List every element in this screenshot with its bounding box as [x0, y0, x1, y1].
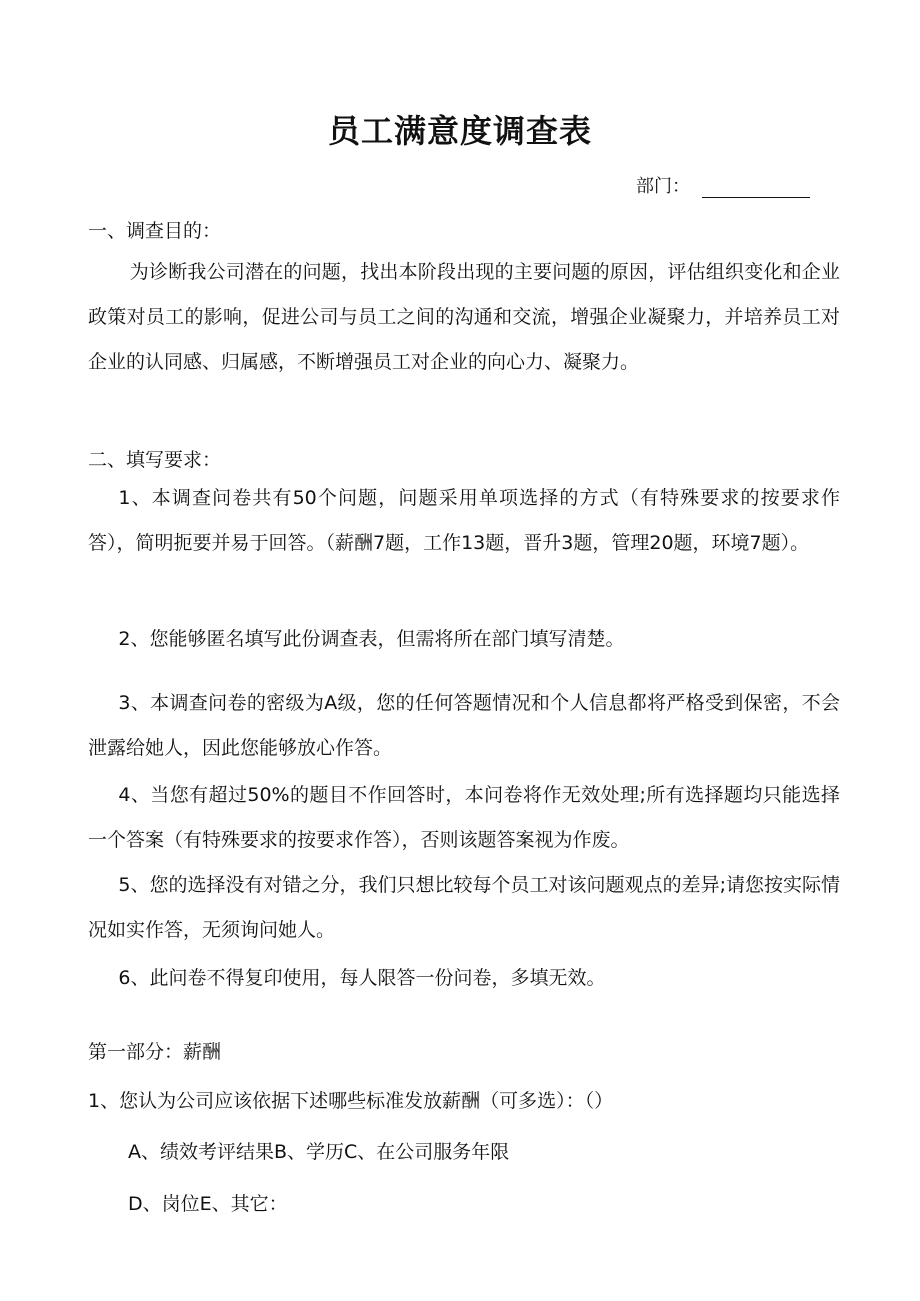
requirement-item-4: 4、当您有超过50%的题目不作回答时，本问卷将作无效处理;所有选择题均只能选择一个答案（有特殊要求的按要求作答），否则该题答案视为作废。: [88, 784, 840, 851]
department-blank-line[interactable]: [702, 177, 810, 198]
requirement-item-3: 3、本调查问卷的密级为A级，您的任何答题情况和个人信息都将严格受到保密，不会泄露给她人，因此您能够放心作答。: [88, 692, 840, 759]
section1-body: 为诊断我公司潜在的问题，找出本阶段出现的主要问题的原因，评估组织变化和企业政策对员工的影响，促进公司与员工之间的沟通和交流，增强企业凝聚力，并培养员工对企业的认同感、归属感，不断增强员工对企业的向心力、凝聚力。: [88, 261, 840, 373]
question-1-options-line-1: A、绩效考评结果B、学历C、在公司服务年限: [128, 1141, 510, 1163]
requirement-item-6: 6、此问卷不得复印使用，每人限答一份问卷，多填无效。: [118, 967, 606, 989]
department-field: [636, 172, 810, 198]
question-1-options-line-2: D、岗位E、其它：: [128, 1193, 288, 1215]
section2-heading: 二、填写要求：: [88, 449, 222, 471]
requirement-item-1: 1、本调查问卷共有50个问题，问题采用单项选择的方式（有特殊要求的按要求作答），简明扼要并易于回答。（薪酬7题，工作13题，晋升3题，管理20题，环境7题）。: [88, 487, 840, 554]
page-title: 员工满意度调查表: [327, 112, 592, 150]
requirement-item-2: 2、您能够匿名填写此份调查表，但需将所在部门填写清楚。: [118, 628, 625, 650]
department-label: 部门：: [636, 176, 690, 197]
requirement-item-5: 5、您的选择没有对错之分，我们只想比较每个员工对该问题观点的差异;请您按实际情况如实作答，无须询问她人。: [88, 874, 840, 941]
section1-heading: 一、调查目的：: [88, 220, 222, 242]
question-1: 1、您认为公司应该依据下述哪些标准发放薪酬（可多选）：（）: [88, 1090, 614, 1112]
part1-heading: 第一部分：薪酬: [88, 1041, 222, 1063]
